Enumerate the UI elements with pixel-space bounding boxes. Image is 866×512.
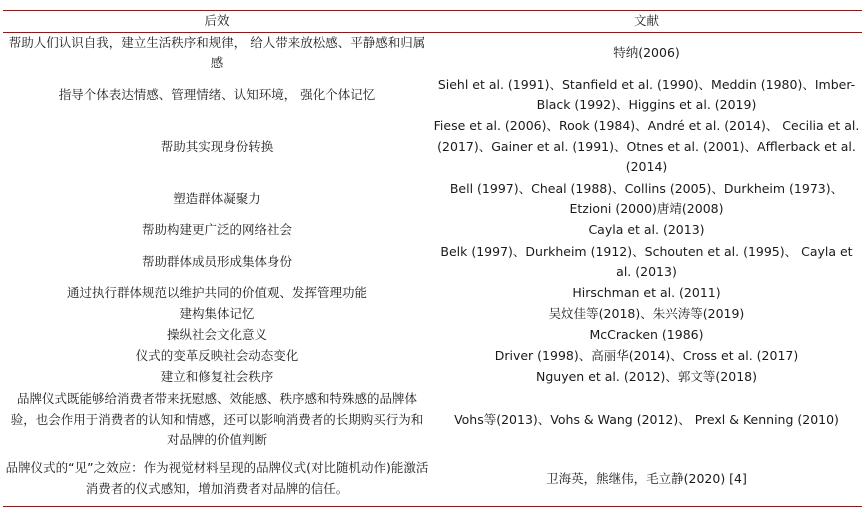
table-header-row: [3, 11, 862, 33]
effect-cell: 帮助人们认识自我，建立生活秩序和规律， 给人带来放松感、平静感和归属感: [8, 34, 426, 71]
reference-cell: Nguyen et al. (2012)、郭文等(2018): [536, 369, 757, 385]
effect-cell: 操纵社会文化意义: [166, 327, 267, 343]
effect-cell: 指导个体表达情感、管理情绪、认知环境， 强化个体记忆: [58, 86, 376, 102]
effect-cell: 帮助群体成员形成集体身份: [141, 253, 292, 269]
table-row: [3, 304, 862, 325]
table-row: [3, 178, 862, 220]
table-row: [3, 32, 862, 74]
table-row: [3, 367, 862, 388]
table-row: [3, 283, 862, 304]
effect-cell: 品牌仪式既能够给消费者带来抚慰感、效能感、秩序感和特殊感的品牌体验，也会作用于消费者的认知和情感，还可以影响消费者的长期购买行为和对品牌的价值判断: [10, 391, 424, 448]
effect-cell: 建构集体记忆: [179, 306, 255, 322]
reference-cell: Belk (1997)、Durkheim (1912)、Schouten et al. (1995)、 Cayla et al. (2013): [440, 243, 853, 279]
reference-cell: Vohs等(2013)、Vohs & Wang (2012)、 Prexl & Kenning (2010): [454, 411, 839, 427]
table-row: [3, 241, 862, 283]
table-row: [3, 74, 862, 116]
table-row: [3, 325, 862, 346]
reference-cell: 卫海英，熊继伟，毛立静(2020) [4]: [431, 452, 862, 506]
table-row: [3, 388, 862, 452]
effects-literature-table: [3, 10, 862, 507]
reference-cell: Hirschman et al. (2011): [572, 285, 721, 301]
reference-cell: 吴炆佳等(2018)、朱兴涛等(2019): [548, 306, 745, 322]
reference-cell: Siehl et al. (1991)、Stanfield et al. (1990)、Meddin (1980)、Imber-Black (1992)、Higgins et al. (2019): [437, 76, 856, 112]
effect-cell: 品牌仪式的“见”之效应：作为视觉材料呈现的品牌仪式(对比随机动作)能激活消费者的仪式感知，增加消费者对品牌的信任。: [3, 452, 431, 506]
table-row: [3, 346, 862, 367]
reference-cell: McCracken (1986): [589, 327, 704, 343]
effect-cell: 帮助其实现身份转换: [160, 138, 274, 154]
reference-cell: Driver (1998)、高丽华(2014)、Cross et al. (2017): [494, 348, 799, 364]
reference-cell: Fiese et al. (2006)、Rook (1984)、André et al. (2014)、 Cecilia et al. (2017)、Gainer et al. (1991)、Otnes et al. (2001)、Afflerback et al. (2014): [433, 118, 860, 175]
header-effect: 后效: [3, 11, 431, 33]
table-row: [3, 220, 862, 241]
reference-cell: Bell (1997)、Cheal (1988)、Collins (2005)、Durkheim (1973)、Etzioni (2000)唐靖(2008): [449, 180, 844, 216]
table-row: [3, 116, 862, 178]
effect-cell: 通过执行群体规范以维护共同的价值观、发挥管理功能: [66, 285, 367, 301]
effect-cell: 建立和修复社会秩序: [160, 369, 274, 385]
effect-cell: 帮助构建更广泛的网络社会: [141, 222, 292, 238]
effect-cell: 塑造群体凝聚力: [173, 190, 261, 206]
reference-cell: 特纳(2006): [613, 45, 680, 60]
effect-cell: 仪式的变革反映社会动态变化: [135, 348, 299, 364]
header-literature: 文献: [431, 11, 862, 33]
reference-cell: Cayla et al. (2013): [588, 222, 705, 238]
table-row: [3, 452, 862, 506]
